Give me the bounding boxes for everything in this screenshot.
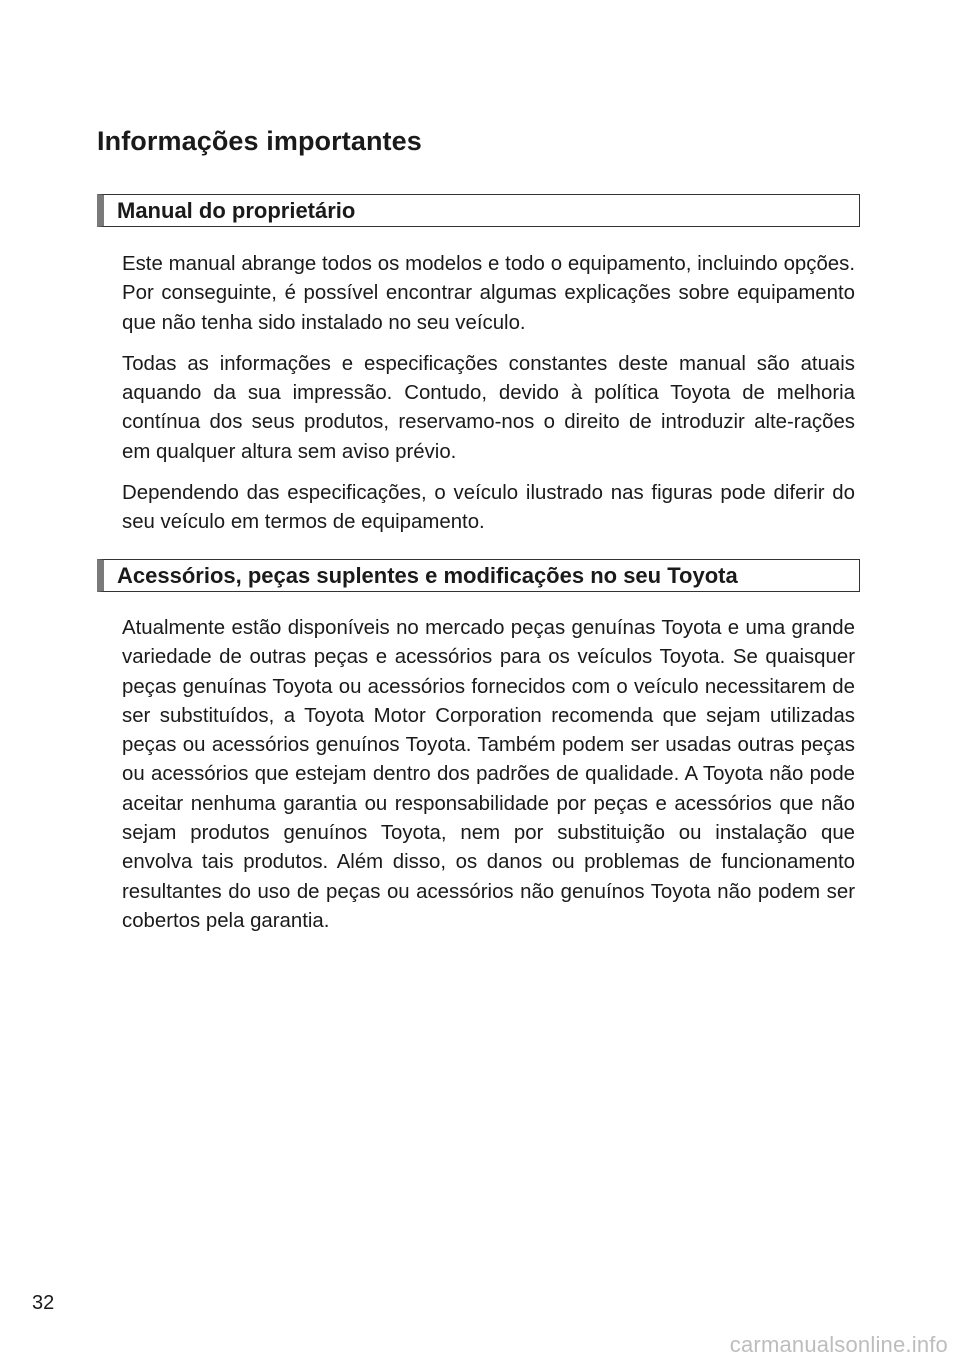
section-body-owners-manual [122, 250, 855, 550]
section-body-accessories [122, 614, 855, 948]
paragraph: Todas as informações e especificações constantes deste manual são atuais aquando da sua impressão. Contudo, devido à política Toyota de melhoria contínua dos seus produtos, reservamo-nos o direito de introduzir alte-rações em qualquer altura sem aviso prévio. [122, 352, 855, 463]
page-title: Informações importantes [97, 126, 422, 156]
paragraph: Este manual abrange todos os modelos e todo o equipamento, incluindo opções. Por conseguinte, é possível encontrar algumas explicações sobre equipamento que não tenha sido instalado no seu veículo. [122, 253, 855, 334]
section-header-owners-manual [97, 194, 860, 227]
paragraph: Dependendo das especificações, o veículo ilustrado nas figuras pode diferir do seu veículo em termos de equipamento. [122, 482, 855, 534]
page-number: 32 [32, 1292, 55, 1314]
section-heading: Manual do proprietário [117, 198, 356, 223]
section-heading: Acessórios, peças suplentes e modificações no seu Toyota [117, 563, 738, 588]
section-header-accessories [97, 559, 860, 592]
watermark: carmanualsonline.info [729, 1332, 948, 1357]
paragraph: Atualmente estão disponíveis no mercado peças genuínas Toyota e uma grande variedade de outras peças e acessórios para os veículos Toyota. Se quaisquer peças genuínas Toyota ou acessórios fornecidos com o veículo necessitarem de ser substituídos, a Toyota Motor Corporation recomenda que sejam utilizadas peças ou acessórios genuínos Toyota. Também podem ser usadas outras peças ou acessórios que estejam dentro dos padrões de qualidade. A Toyota não pode aceitar nenhuma garantia ou responsabilidade por peças e acessórios que não sejam produtos genuínos Toyota, nem por substituição ou instalação que envolva tais produtos. Além disso, os danos ou problemas de funcionamento resultantes do uso de peças ou acessórios não genuínos Toyota não podem ser cobertos pela garantia. [122, 617, 855, 932]
